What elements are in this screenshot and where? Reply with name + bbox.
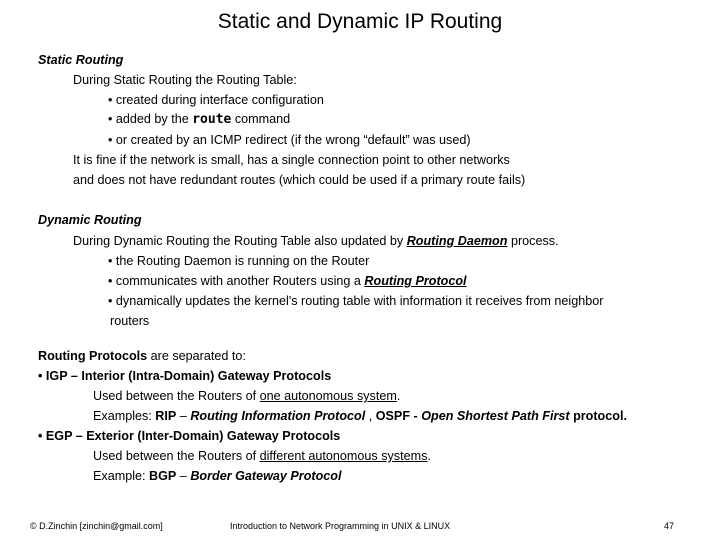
static-bullet-2-pre: • added by the [108, 112, 193, 126]
static-note-line-1: It is fine if the network is small, has a single connection point to other networks [73, 153, 510, 167]
routing-daemon-term: Routing Daemon [406, 234, 508, 248]
rip-full-name: Routing Information Protocol [190, 409, 366, 423]
different-autonomous-systems-term: different autonomous systems [259, 449, 428, 463]
egp-used-pre: Used between the Routers of [93, 449, 260, 463]
igp-used-post: . [396, 389, 401, 403]
bgp-dash: – [176, 469, 191, 483]
bgp-abbr: BGP [149, 469, 177, 483]
static-routing-heading: Static Routing [38, 53, 124, 67]
egp-example [93, 468, 341, 484]
rip-abbr: RIP [155, 409, 177, 423]
dynamic-bullet-3-line-2: routers [110, 314, 150, 328]
static-intro: During Static Routing the Routing Table: [73, 73, 297, 87]
static-bullet-2 [108, 111, 290, 128]
igp-examples [93, 408, 627, 424]
dynamic-intro [73, 233, 559, 249]
egp-heading: • EGP – Exterior (Inter-Domain) Gateway Protocols [38, 429, 341, 443]
igp-used-pre: Used between the Routers of [93, 389, 260, 403]
protocols-intro [38, 348, 246, 364]
igp-heading: • IGP – Interior (Intra-Domain) Gateway Protocols [38, 369, 332, 383]
egp-example-label: Example: [93, 469, 149, 483]
ospf-abbr: OSPF [375, 409, 411, 423]
igp-examples-tail: protocol. [569, 409, 627, 423]
routing-protocols-term: Routing Protocols [38, 349, 148, 363]
dynamic-bullet-3-line-1: • dynamically updates the kernel's routing table with information it receives from neighbor [108, 294, 604, 308]
static-bullet-2-post: command [231, 112, 291, 126]
footer-course-title: Introduction to Network Programming in UNIX & LINUX [230, 521, 451, 531]
static-bullet-3: • or created by an ICMP redirect (if the wrong “default” was used) [108, 133, 471, 147]
igp-used-between [93, 388, 400, 404]
one-autonomous-system-term: one autonomous system [259, 389, 397, 403]
footer-author: © D.Zinchin [zinchin@gmail.com] [30, 521, 163, 531]
ospf-full-name: Open Shortest Path First [421, 409, 570, 423]
static-note-line-2: and does not have redundant routes (which could be used if a primary route fails) [73, 173, 526, 187]
routing-protocol-term: Routing Protocol [364, 274, 467, 288]
egp-used-between [93, 448, 431, 464]
dynamic-bullet-2 [108, 273, 467, 289]
ospf-dash: - [410, 409, 422, 423]
dynamic-bullet-2-pre: • communicates with another Routers using a [108, 274, 365, 288]
dynamic-intro-post: process. [507, 234, 559, 248]
static-bullet-1: • created during interface configuration [108, 93, 324, 107]
rip-dash: – [176, 409, 191, 423]
igp-examples-label: Examples: [93, 409, 156, 423]
dynamic-routing-heading: Dynamic Routing [38, 213, 142, 227]
slide-title: Static and Dynamic IP Routing [217, 10, 503, 33]
dynamic-bullet-1: • the Routing Daemon is running on the Router [108, 254, 370, 268]
egp-used-post: . [427, 449, 431, 463]
bgp-full-name: Border Gateway Protocol [190, 469, 342, 483]
page-number: 47 [664, 521, 675, 531]
dynamic-intro-pre: During Dynamic Routing the Routing Table also updated by [73, 234, 407, 248]
protocols-intro-rest: are separated to: [147, 349, 246, 363]
igp-examples-sep: , [365, 409, 376, 423]
route-command: route [192, 112, 232, 127]
